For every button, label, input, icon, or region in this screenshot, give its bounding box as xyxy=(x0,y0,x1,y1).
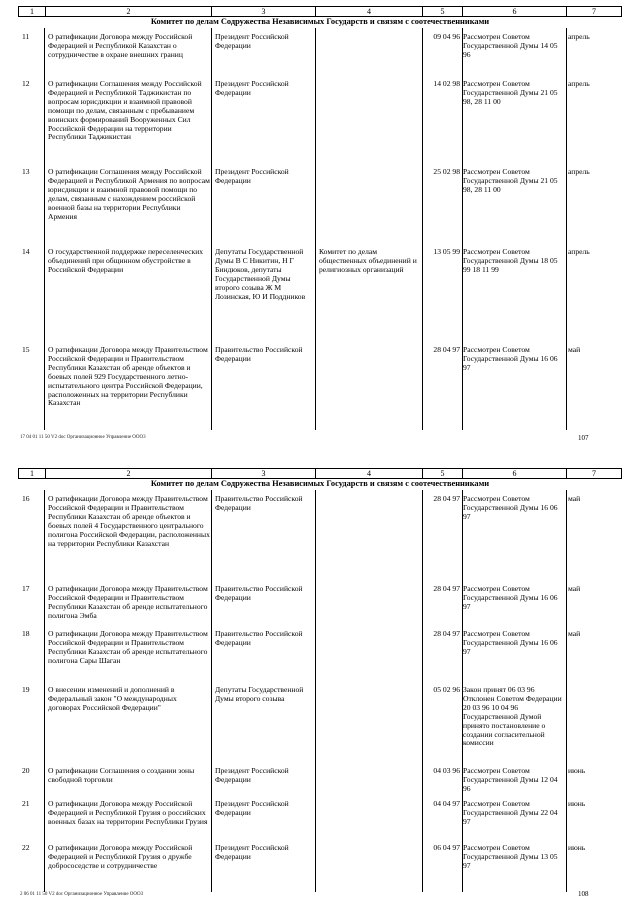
review-status: Рассмотрен Советом Государственной Думы 12 04 96 xyxy=(463,766,558,793)
bill-initiator: Президент Российской Федерации xyxy=(215,843,289,861)
column-number: 1 xyxy=(19,469,46,478)
bill-initiator: Правительство Российской Федерации xyxy=(215,584,303,602)
planned-month: июнь xyxy=(568,799,586,808)
review-status: Рассмотрен Советом Государственной Думы 22 04 97 xyxy=(463,799,558,826)
row-number: 21 xyxy=(22,799,30,808)
row-number: 20 xyxy=(22,766,30,775)
submission-date: 28 04 97 xyxy=(433,629,460,638)
column-number: 6 xyxy=(463,7,567,16)
column-divider xyxy=(315,490,316,892)
bill-initiator: Президент Российской Федерации xyxy=(215,167,289,185)
column-divider xyxy=(315,28,316,430)
review-status: Закон принят 06 03 96 Отклонен Советом Федерации 20 03 96 10 04 96 Государственной Думой принято постановление о создании согласительной комиссии xyxy=(463,685,562,748)
planned-month: май xyxy=(568,345,581,354)
row-number: 15 xyxy=(22,345,30,354)
co-executor-committee: Комитет по делам общественных объединений и религиозных организаций xyxy=(319,247,417,274)
submission-date: 28 04 97 xyxy=(433,494,460,503)
column-number: 4 xyxy=(316,7,423,16)
submission-date: 06 04 97 xyxy=(433,843,460,852)
column-number: 7 xyxy=(592,7,596,16)
column-divider xyxy=(566,490,567,892)
row-number: 16 xyxy=(22,494,30,503)
review-status: Рассмотрен Советом Государственной Думы 16 06 97 xyxy=(463,345,558,372)
review-status: Рассмотрен Советом Государственной Думы 18 05 99 18 11 99 xyxy=(463,247,558,274)
bill-title: О ратификации Договора между Правительством Российской Федерации и Правительством Республики Казахстан об аренде объектов и боевых полей 4 Государственного центрального полигона Российской Федерации, расположенных на территории Республики Казахстан xyxy=(48,494,210,548)
column-divider xyxy=(44,28,45,430)
review-status: Рассмотрен Советом Государственной Думы 16 06 97 xyxy=(463,584,558,611)
review-status: Рассмотрен Советом Государственной Думы 21 05 98, 28 11 00 xyxy=(463,167,558,194)
submission-date: 14 02 98 xyxy=(433,79,460,88)
column-divider xyxy=(566,28,567,430)
row-number: 12 xyxy=(22,79,30,88)
bill-title: О ратификации Договора между Правительством Российской Федерации и Правительством Республики Казахстан об аренде объектов и боевых полей 929 Государственного летно-испытательного центра Российской Федерации, расположенных на территории Республики Казахстан xyxy=(48,345,208,408)
column-number-header xyxy=(18,468,622,479)
column-number: 3 xyxy=(212,469,316,478)
bill-title: О ратификации Соглашения о создании зоны свободной торговли xyxy=(48,766,195,784)
submission-date: 05 02 96 xyxy=(433,685,460,694)
column-number: 6 xyxy=(463,469,567,478)
bill-title: О государственной поддержке переселенческих объединений при общинном обустройстве в Российской Федерации xyxy=(48,247,204,274)
bill-initiator: Депутаты Государственной Думы В С Никитин, Н Г Биндюков, депутаты Государственной Думы второго созыва Ж М Лозинская, Ю И Поддников xyxy=(215,247,306,301)
column-divider xyxy=(422,490,423,892)
planned-month: июнь xyxy=(568,843,586,852)
bill-initiator: Правительство Российской Федерации xyxy=(215,345,303,363)
submission-date: 04 03 96 xyxy=(433,766,460,775)
review-status: Рассмотрен Советом Государственной Думы 16 06 97 xyxy=(463,629,558,656)
page-number: 108 xyxy=(578,890,589,898)
column-number: 5 xyxy=(423,7,463,16)
bill-initiator: Правительство Российской Федерации xyxy=(215,494,303,512)
column-number: 7 xyxy=(592,469,596,478)
page-1 xyxy=(0,0,640,448)
row-number: 18 xyxy=(22,629,30,638)
committee-title: Комитет по делам Содружества Независимых Государств и связям с соотечественниками xyxy=(150,479,490,488)
planned-month: апрель xyxy=(568,32,590,41)
column-divider xyxy=(211,28,212,430)
planned-month: май xyxy=(568,629,581,638)
bill-title: О ратификации Соглашения между Российской Федерацией и Республикой Таджикистан по вопросам юрисдикции и взаимной правовой помощи по делам, связанным с пребыванием воинских формирований Вооруженных Сил Российской Федерации на территории Республики Таджикистан xyxy=(48,79,202,142)
bill-title: О внесении изменений и дополнений в Федеральный закон "О международных договорах Российской Федерации" xyxy=(48,685,177,712)
column-divider xyxy=(422,28,423,430)
review-status: Рассмотрен Советом Государственной Думы 16 06 97 xyxy=(463,494,558,521)
planned-month: май xyxy=(568,584,581,593)
bill-title: О ратификации Договора между Российской Федерацией и Республикой Грузия о российских военных базах на территории Республики Грузия xyxy=(48,799,208,826)
committee-title: Комитет по делам Содружества Независимых Государств и связям с соотечественниками xyxy=(150,17,490,26)
submission-date: 28 04 97 xyxy=(433,584,460,593)
column-divider xyxy=(44,490,45,892)
column-number: 5 xyxy=(423,469,463,478)
page-footer: 17 04 01 11 50 V2 doc Организационное Управление ООО3 xyxy=(20,435,146,440)
submission-date: 28 04 97 xyxy=(433,345,460,354)
row-number: 11 xyxy=(22,32,30,41)
submission-date: 04 04 97 xyxy=(433,799,460,808)
planned-month: апрель xyxy=(568,247,590,256)
planned-month: май xyxy=(568,494,581,503)
bill-title: О ратификации Договора между Российской Федерацией и Республикой Казахстан о сотрудничестве в охране внешних границ xyxy=(48,32,193,59)
column-number: 1 xyxy=(19,7,46,16)
bill-title: О ратификации Договора между Правительством Российской Федерации и Правительством Республики Казахстан об аренде испытательного полигона Эмба xyxy=(48,584,208,620)
planned-month: апрель xyxy=(568,79,590,88)
row-number: 17 xyxy=(22,584,30,593)
column-number: 4 xyxy=(316,469,423,478)
bill-initiator: Президент Российской Федерации xyxy=(215,799,289,817)
review-status: Рассмотрен Советом Государственной Думы 14 05 96 xyxy=(463,32,558,59)
bill-initiator: Президент Российской Федерации xyxy=(215,32,289,50)
bill-title: О ратификации Договора между Российской Федерацией и Республикой Грузия о дружбе добрососедстве и сотрудничестве xyxy=(48,843,193,870)
planned-month: июнь xyxy=(568,766,586,775)
submission-date: 13 05 99 xyxy=(433,247,460,256)
bill-initiator: Правительство Российской Федерации xyxy=(215,629,303,647)
column-number: 2 xyxy=(46,7,212,16)
column-number-header xyxy=(18,6,622,17)
review-status: Рассмотрен Советом Государственной Думы 21 05 98, 28 11 00 xyxy=(463,79,558,106)
submission-date: 25 02 98 xyxy=(433,167,460,176)
page-2 xyxy=(0,462,640,900)
row-number: 13 xyxy=(22,167,30,176)
page-footer: 2 06 01 11 50 V2 doc Организационное Управление ООО3 xyxy=(20,892,144,897)
bill-title: О ратификации Соглашения между Российской Федерацией и Республикой Армения по вопросам юрисдикции и взаимной правовой помощи по делам, связанным с нахождением российской военной базы на территории Республики Армения xyxy=(48,167,210,221)
planned-month: апрель xyxy=(568,167,590,176)
review-status: Рассмотрен Советом Государственной Думы 13 05 97 xyxy=(463,843,558,870)
row-number: 14 xyxy=(22,247,30,256)
bill-title: О ратификации Договора между Правительством Российской Федерации и Правительством Республики Казахстан об аренде испытательного полигона Сары Шаган xyxy=(48,629,208,665)
bill-initiator: Президент Российской Федерации xyxy=(215,79,289,97)
column-number: 2 xyxy=(46,469,212,478)
submission-date: 09 04 96 xyxy=(433,32,460,41)
column-divider xyxy=(211,490,212,892)
column-number: 3 xyxy=(212,7,316,16)
bill-initiator: Депутаты Государственной Думы второго созыва xyxy=(215,685,304,703)
row-number: 19 xyxy=(22,685,30,694)
row-number: 22 xyxy=(22,843,30,852)
bill-initiator: Президент Российской Федерации xyxy=(215,766,289,784)
page-number: 107 xyxy=(578,434,589,442)
